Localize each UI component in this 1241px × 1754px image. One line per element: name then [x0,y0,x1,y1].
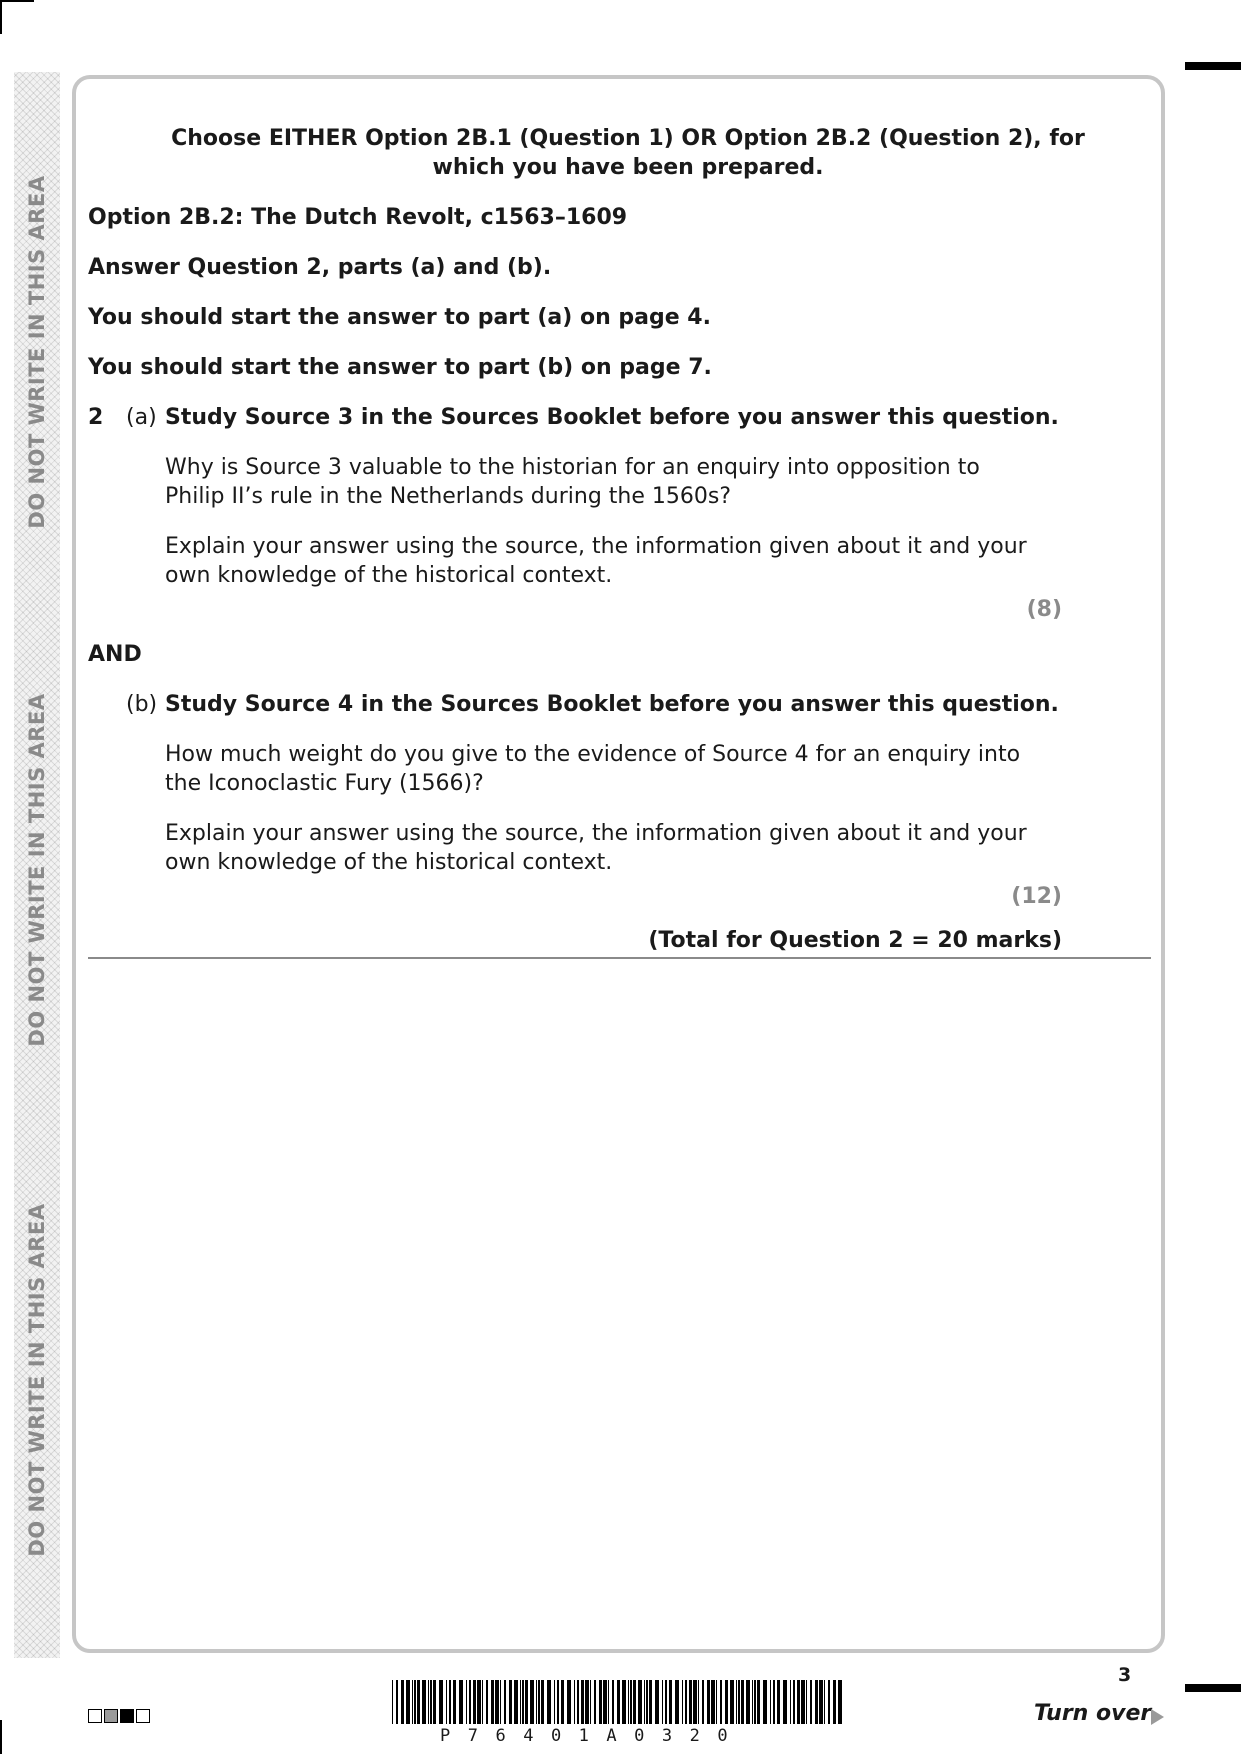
part-label: (a) [126,405,157,430]
turn-over-arrow-icon [1151,1709,1164,1725]
instruction-line: You should start the answer to part (b) on page 7. [88,355,712,380]
crop-mark [0,0,34,2]
page-number: 3 [1118,1664,1132,1686]
barcode [392,1680,847,1724]
instruction-line: Answer Question 2, parts (a) and (b). [88,255,552,280]
marks-label: (8) [1026,597,1062,622]
part-instruction: Study Source 4 in the Sources Booklet before you answer this question. [165,692,1059,717]
question-content [88,124,1154,959]
question-text: Why is Source 3 valuable to the historian for an enquiry into opposition to Philip II’s rule in the Netherlands during the 1560s? [165,455,980,509]
instruction-line: You should start the answer to part (a) on page 4. [88,305,711,330]
question-number: 2 [88,405,104,430]
part-label: (b) [126,692,158,717]
intro-instruction: Choose EITHER Option 2B.1 (Question 1) OR Option 2B.2 (Question 2), for which you have been prepared. [171,126,1085,180]
crop-mark [0,0,2,34]
part-instruction: Study Source 3 in the Sources Booklet before you answer this question. [165,405,1059,430]
crop-mark [0,1720,2,1754]
question-text: How much weight do you give to the evidence of Source 4 for an enquiry into the Iconoclastic Fury (1566)? [165,742,1021,796]
connector-and: AND [88,642,142,667]
margin-warning-label: DO NOT WRITE IN THIS AREA [25,175,49,529]
explain-text: Explain your answer using the source, the information given about it and your own knowledge of the historical context. [165,821,1027,875]
option-title: Option 2B.2: The Dutch Revolt, c1563–1609 [88,205,628,230]
explain-text: Explain your answer using the source, the information given about it and your own knowledge of the historical context. [165,534,1027,588]
page-indicator-squares [88,1709,152,1723]
margin-warning-label: DO NOT WRITE IN THIS AREA [25,693,49,1047]
total-marks: (Total for Question 2 = 20 marks) [648,928,1062,953]
turn-over-label: Turn over [1034,1701,1152,1726]
question-2b [88,690,1154,719]
edge-marker [1185,1684,1241,1692]
barcode-text: P76401A0320 [440,1726,746,1746]
question-2a [88,403,1154,432]
edge-marker [1185,62,1241,70]
margin-warning-label: DO NOT WRITE IN THIS AREA [25,1203,49,1557]
divider [88,957,1151,959]
marks-label: (12) [1011,884,1062,909]
